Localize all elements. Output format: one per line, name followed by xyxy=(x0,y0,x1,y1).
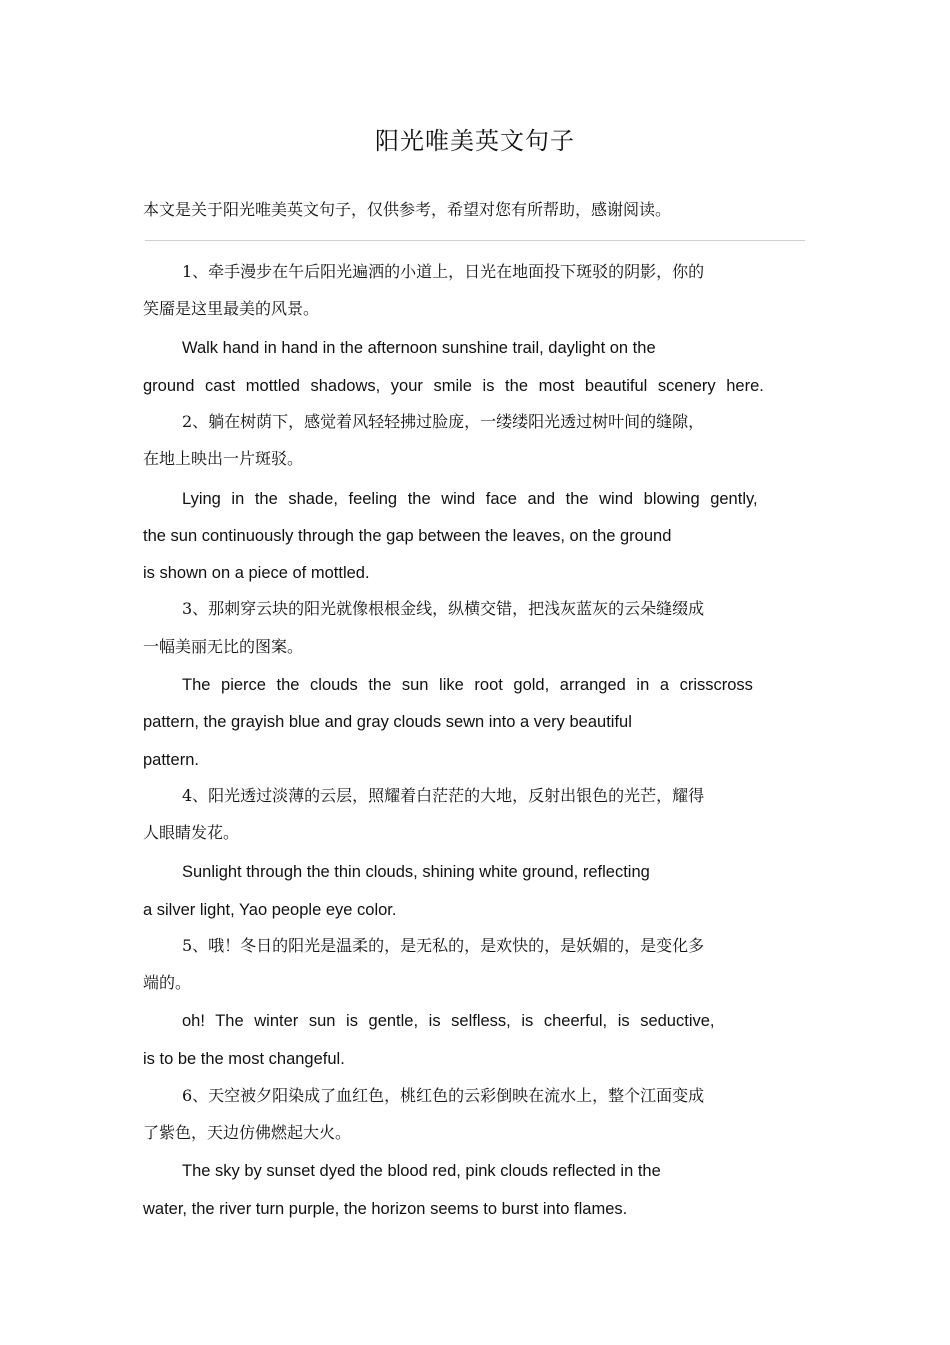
text-line: 6、天空被夕阳染成了血红色，桃红色的云彩倒映在流水上，整个江面变成 xyxy=(182,1086,705,1105)
text-line: 一幅美丽无比的图案。 xyxy=(143,637,304,656)
text-line: is shown on a piece of mottled. xyxy=(143,564,370,582)
text-line: 5、哦！冬日的阳光是温柔的，是无私的，是欢快的，是妖媚的，是变化多 xyxy=(182,936,705,955)
text-line: 1、牵手漫步在午后阳光遍洒的小道上，日光在地面投下斑驳的阴影，你的 xyxy=(182,262,705,281)
text-line: the sun continuously through the gap between the leaves, on the ground xyxy=(143,527,672,545)
divider xyxy=(145,240,805,241)
text-line: is to be the most changeful. xyxy=(143,1050,345,1068)
text-line: oh! The winter sun is gentle, is selfless, is cheerful, is seductive, xyxy=(182,1012,715,1030)
text-line: Lying in the shade, feeling the wind face and the wind blowing gently, xyxy=(182,490,758,508)
page-title: 阳光唯美英文句子 xyxy=(375,127,575,155)
text-line: pattern, the grayish blue and gray clouds sewn into a very beautiful xyxy=(143,713,632,731)
text-line: Sunlight through the thin clouds, shining white ground, reflecting xyxy=(182,863,650,881)
text-line: Walk hand in hand in the afternoon sunshine trail, daylight on the xyxy=(182,339,656,357)
text-line: a silver light, Yao people eye color. xyxy=(143,901,397,919)
text-line: The sky by sunset dyed the blood red, pink clouds reflected in the xyxy=(182,1162,661,1180)
intro-paragraph: 本文是关于阳光唯美英文句子，仅供参考，希望对您有所帮助，感谢阅读。 xyxy=(143,200,672,219)
text-line: 在地上映出一片斑驳。 xyxy=(143,449,304,468)
text-line: 人眼睛发花。 xyxy=(143,823,240,842)
text-line: 笑靥是这里最美的风景。 xyxy=(143,299,320,318)
text-line: 2、躺在树荫下，感觉着风轻轻拂过脸庞，一缕缕阳光透过树叶间的缝隙， xyxy=(182,412,705,431)
text-line: water, the river turn purple, the horizon seems to burst into flames. xyxy=(143,1200,628,1218)
text-line: 3、那刺穿云块的阳光就像根根金线，纵横交错，把浅灰蓝灰的云朵缝缀成 xyxy=(182,599,705,618)
text-line: 4、阳光透过淡薄的云层，照耀着白茫茫的大地，反射出银色的光芒，耀得 xyxy=(182,786,705,805)
text-line: 端的。 xyxy=(143,973,192,992)
text-line: 了紫色，天边仿佛燃起大火。 xyxy=(143,1123,352,1142)
text-line: pattern. xyxy=(143,751,199,769)
text-line: ground cast mottled shadows, your smile is the most beautiful scenery here. xyxy=(143,377,764,395)
text-line: The pierce the clouds the sun like root gold, arranged in a crisscross xyxy=(182,676,753,694)
